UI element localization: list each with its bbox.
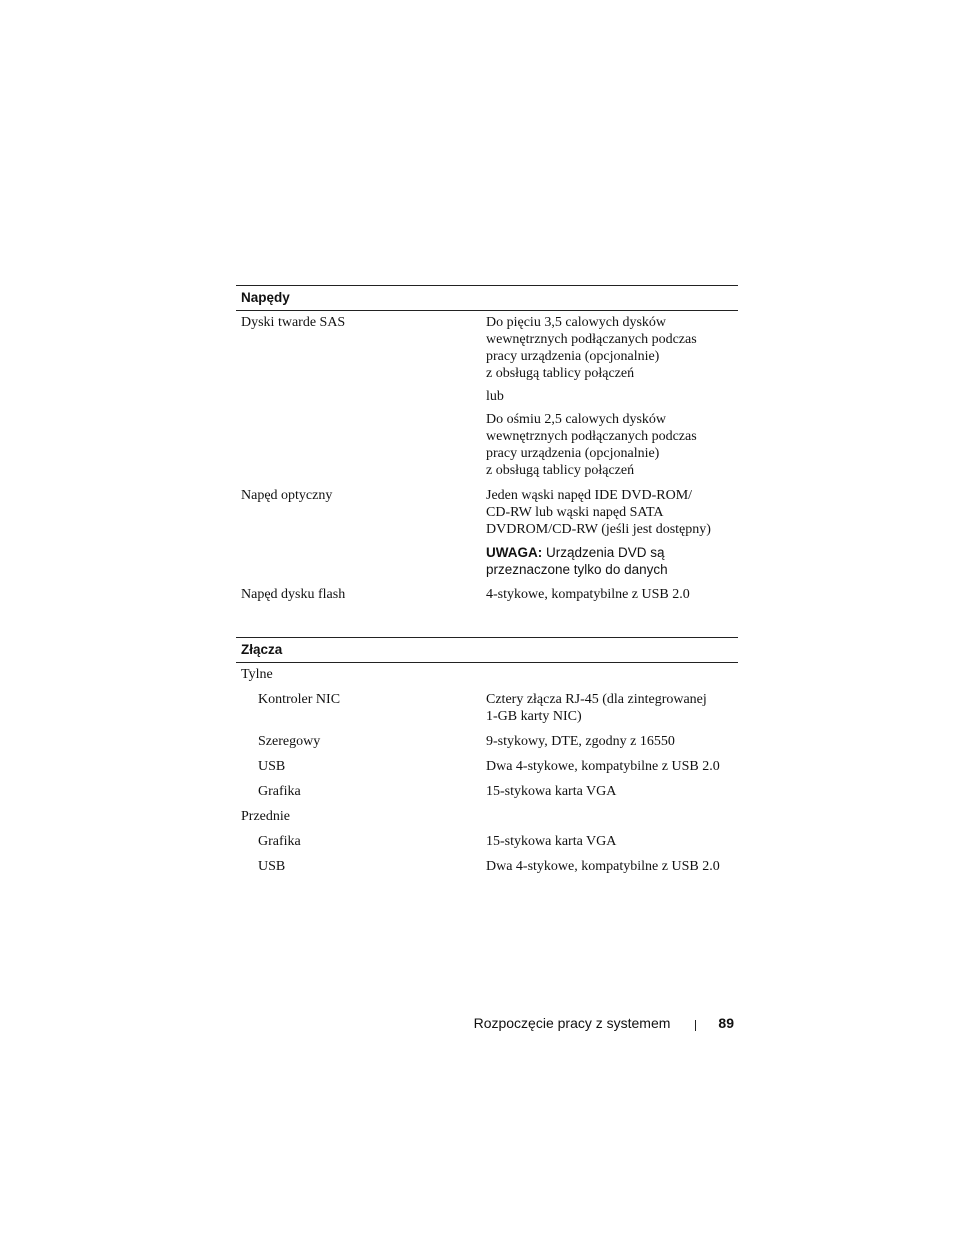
value-paragraph: Jeden wąski napęd IDE DVD-ROM/ CD-RW lub wąski napęd SATA DVDROM/CD-RW (jeśli jest dostępny) (486, 488, 711, 537)
value-paragraph: 15-stykowa karta VGA (486, 784, 617, 799)
row-label: Napęd optyczny (241, 488, 333, 503)
row-value (486, 487, 738, 578)
table-row (236, 663, 738, 688)
note-label: UWAGA: (486, 545, 543, 560)
row-label: Grafika (258, 834, 301, 849)
value-paragraph: 4-stykowe, kompatybilne z USB 2.0 (486, 587, 690, 602)
row-value (486, 758, 738, 775)
row-value (486, 783, 738, 800)
row-value (486, 833, 738, 850)
value-paragraph: lub (486, 389, 504, 404)
row-label: Szeregowy (258, 734, 321, 749)
note (486, 544, 738, 578)
value-paragraph: 15-stykowa karta VGA (486, 834, 617, 849)
value-paragraph: Dwa 4-stykowe, kompatybilne z USB 2.0 (486, 859, 720, 874)
row-value (486, 586, 738, 603)
row-value (486, 691, 738, 725)
drives-table (236, 285, 738, 608)
table-row (236, 484, 738, 583)
page-number: 89 (718, 1015, 734, 1031)
table-row (236, 855, 738, 880)
connectors-table-header: Złącza (236, 637, 738, 663)
table-row (236, 730, 738, 755)
table-row (236, 755, 738, 780)
row-label: USB (258, 759, 286, 774)
table-row (236, 830, 738, 855)
table-row (236, 780, 738, 805)
footer-separator (695, 1020, 696, 1031)
row-label: USB (258, 859, 286, 874)
row-label: Dyski twarde SAS (241, 315, 346, 330)
row-label: Kontroler NIC (258, 692, 341, 707)
connectors-table (236, 637, 738, 880)
value-paragraph: Cztery złącza RJ-45 (dla zintegrowanej 1-GB karty NIC) (486, 692, 707, 724)
value-paragraph: Do ośmiu 2,5 calowych dysków wewnętrznych podłączanych podczas pracy urządzenia (opcjonalnie) z obsługą tablicy połączeń (486, 412, 697, 478)
drives-table-header: Napędy (236, 285, 738, 311)
row-value (486, 858, 738, 875)
row-value (486, 733, 738, 750)
footer-chapter-title: Rozpoczęcie pracy z systemem (473, 1015, 671, 1031)
group-label-rear: Tylne (241, 667, 273, 682)
row-value (486, 314, 738, 479)
table-row (236, 688, 738, 730)
table-row (236, 805, 738, 830)
value-paragraph: Dwa 4-stykowe, kompatybilne z USB 2.0 (486, 759, 720, 774)
group-label-front: Przednie (241, 809, 290, 824)
note-text: Urządzenia DVD są przeznaczone tylko do danych (486, 545, 668, 577)
value-paragraph: Do pięciu 3,5 calowych dysków wewnętrznych podłączanych podczas pracy urządzenia (opcjonalnie) z obsługą tablicy połączeń (486, 315, 697, 381)
row-label: Grafika (258, 784, 301, 799)
row-label: Napęd dysku flash (241, 587, 346, 602)
page-footer (430, 1014, 734, 1032)
table-row (236, 311, 738, 484)
table-row (236, 583, 738, 608)
value-paragraph: 9-stykowy, DTE, zgodny z 16550 (486, 734, 675, 749)
